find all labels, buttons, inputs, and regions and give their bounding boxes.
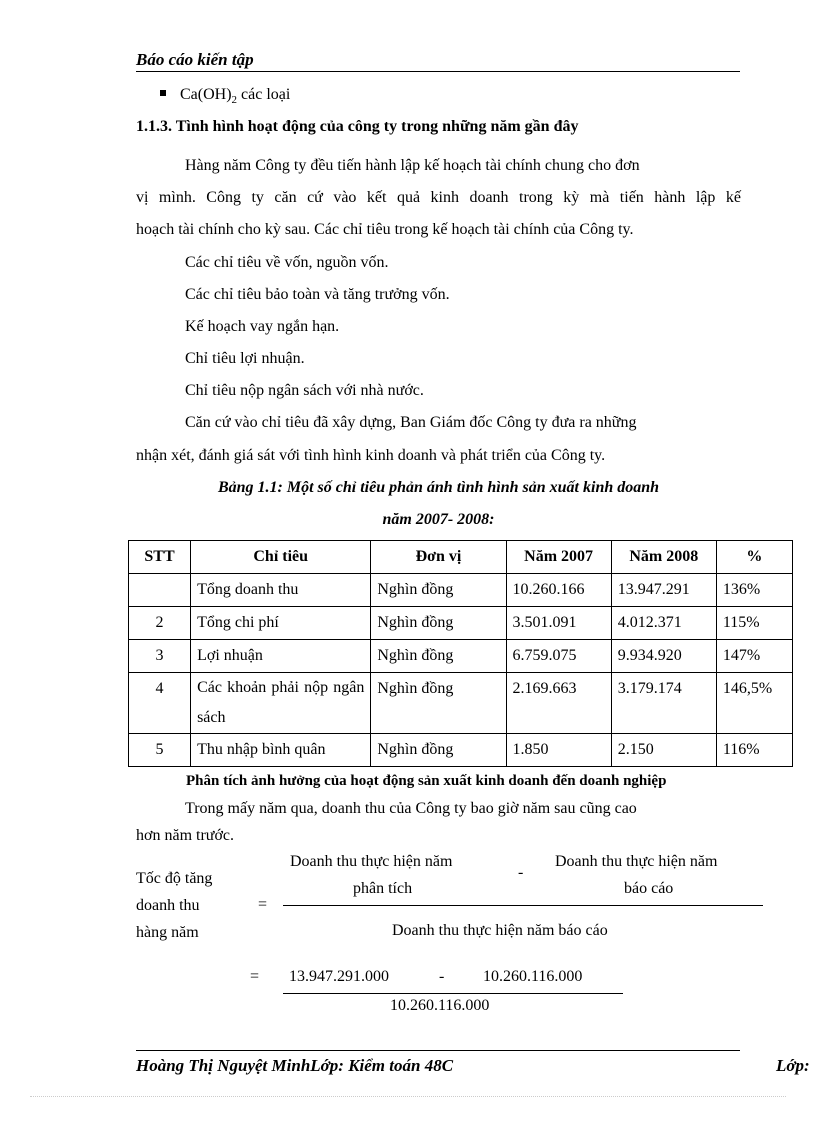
cell-2008: 9.934.920 xyxy=(611,640,716,673)
cell-2007: 2.169.663 xyxy=(506,673,611,734)
cell-indicator: Lợi nhuận xyxy=(191,640,371,673)
analysis-heading: Phân tích ảnh hưởng của hoạt động sản xuất kinh doanh đến doanh nghiệp xyxy=(186,773,667,789)
page-edge-dots xyxy=(30,1096,786,1097)
footer-divider xyxy=(136,1050,740,1051)
cell-percent: 136% xyxy=(716,574,792,607)
bullet-text-pre: Ca(OH) xyxy=(180,86,232,103)
cell-percent: 147% xyxy=(716,640,792,673)
bullet-subscript: 2 xyxy=(231,94,238,107)
value-fraction-bar xyxy=(283,993,623,994)
cell-stt: 3 xyxy=(129,640,191,673)
formula-label-line3: hàng năm xyxy=(136,924,199,941)
cell-unit: Nghìn đồng xyxy=(371,607,506,640)
paragraph1-line2: vị mình. Công ty căn cứ vào kết quả kinh doanh trong kỳ mà tiến hành lập kế xyxy=(136,189,741,206)
cell-2007: 1.850 xyxy=(506,734,611,767)
cell-stt: 4 xyxy=(129,673,191,734)
formula-equals: = xyxy=(258,896,268,913)
value-numerator-left: 13.947.291.000 xyxy=(289,968,389,985)
table-row xyxy=(129,640,793,673)
value-numerator-right: 10.260.116.000 xyxy=(483,968,583,985)
footer-author: Hoàng Thị Nguyệt MinhLớp: Kiểm toán 48C xyxy=(136,1056,454,1075)
formula-label-line2: doanh thu xyxy=(136,897,200,914)
value-minus: - xyxy=(439,968,445,985)
table-row xyxy=(129,607,793,640)
cell-percent: 115% xyxy=(716,607,792,640)
list-item: Kế hoạch vay ngắn hạn. xyxy=(185,318,340,335)
cell-unit: Nghìn đồng xyxy=(371,673,506,734)
cell-unit: Nghìn đồng xyxy=(371,574,506,607)
cell-percent: 146,5% xyxy=(716,673,792,734)
col-header-2007: Năm 2007 xyxy=(506,541,611,574)
bullet-text-post: các loại xyxy=(237,86,291,103)
table-caption-line1: Bảng 1.1: Một số chỉ tiêu phản ánh tình hình sản xuất kinh doanh xyxy=(217,479,660,496)
numerator-right-line2: báo cáo xyxy=(624,880,674,897)
cell-unit: Nghìn đồng xyxy=(371,734,506,767)
col-header-stt: STT xyxy=(129,541,191,574)
cell-indicator: Các khoản phải nộp ngân sách xyxy=(191,673,371,734)
value-denominator: 10.260.116.000 xyxy=(390,997,490,1014)
table-row xyxy=(129,574,793,607)
bullet-item xyxy=(160,86,290,106)
cell-percent: 116% xyxy=(716,734,792,767)
cell-2008: 3.179.174 xyxy=(611,673,716,734)
cell-indicator: Tổng doanh thu xyxy=(191,574,371,607)
cell-indicator: Thu nhập bình quân xyxy=(191,734,371,767)
list-item: Chỉ tiêu lợi nhuận. xyxy=(185,350,305,367)
list-item: Chỉ tiêu nộp ngân sách với nhà nước. xyxy=(185,382,424,399)
analysis-line1: Trong mấy năm qua, doanh thu của Công ty bao giờ năm sau cũng cao xyxy=(185,800,637,817)
cell-2008: 13.947.291 xyxy=(611,574,716,607)
cell-unit: Nghìn đồng xyxy=(371,640,506,673)
cell-2007: 3.501.091 xyxy=(506,607,611,640)
list-item: Các chỉ tiêu bảo toàn và tăng trưởng vốn. xyxy=(185,286,450,303)
formula-denominator: Doanh thu thực hiện năm báo cáo xyxy=(392,922,608,939)
fraction-bar xyxy=(283,905,763,906)
numerator-right-line1: Doanh thu thực hiện năm xyxy=(555,853,718,870)
table-row xyxy=(129,734,793,767)
cell-2007: 6.759.075 xyxy=(506,640,611,673)
paragraph2-line2: nhận xét, đánh giá sát với tình hình kinh doanh và phát triển của Công ty. xyxy=(136,447,606,464)
cell-2007: 10.260.166 xyxy=(506,574,611,607)
cell-indicator: Tổng chi phí xyxy=(191,607,371,640)
numerator-left-line2: phân tích xyxy=(353,880,413,897)
cell-stt: 5 xyxy=(129,734,191,767)
paragraph1-line1: Hàng năm Công ty đều tiến hành lập kế hoạch tài chính chung cho đơn xyxy=(185,157,640,174)
analysis-line2: hơn năm trước. xyxy=(136,827,235,844)
cell-2008: 4.012.371 xyxy=(611,607,716,640)
col-header-indicator: Chỉ tiêu xyxy=(191,541,371,574)
page-header-title: Báo cáo kiến tập xyxy=(136,50,254,69)
paragraph1-line3: hoạch tài chính cho kỳ sau. Các chỉ tiêu trong kế hoạch tài chính của Công ty. xyxy=(136,221,634,238)
table-caption-line2: năm 2007- 2008: xyxy=(382,511,495,528)
square-bullet-icon xyxy=(160,90,166,96)
numerator-left-line1: Doanh thu thực hiện năm xyxy=(290,853,453,870)
cell-2008: 2.150 xyxy=(611,734,716,767)
table-row xyxy=(129,673,793,734)
formula-minus: - xyxy=(518,864,524,881)
list-item: Các chỉ tiêu về vốn, nguồn vốn. xyxy=(185,254,389,271)
indicators-table xyxy=(128,540,793,767)
header-divider xyxy=(136,71,740,72)
cell-stt xyxy=(129,574,191,607)
value-equals: = xyxy=(250,968,260,985)
cell-stt: 2 xyxy=(129,607,191,640)
section-heading: 1.1.3. Tình hình hoạt động của công ty trong những năm gần đây xyxy=(136,118,579,135)
formula-label-line1: Tốc độ tăng xyxy=(136,870,213,887)
col-header-percent: % xyxy=(716,541,792,574)
footer-class: Lớp: xyxy=(776,1056,810,1075)
table-header-row xyxy=(129,541,793,574)
col-header-2008: Năm 2008 xyxy=(611,541,716,574)
col-header-unit: Đơn vị xyxy=(371,541,506,574)
paragraph2-line1: Căn cứ vào chỉ tiêu đã xây dựng, Ban Giám đốc Công ty đưa ra những xyxy=(185,414,637,431)
